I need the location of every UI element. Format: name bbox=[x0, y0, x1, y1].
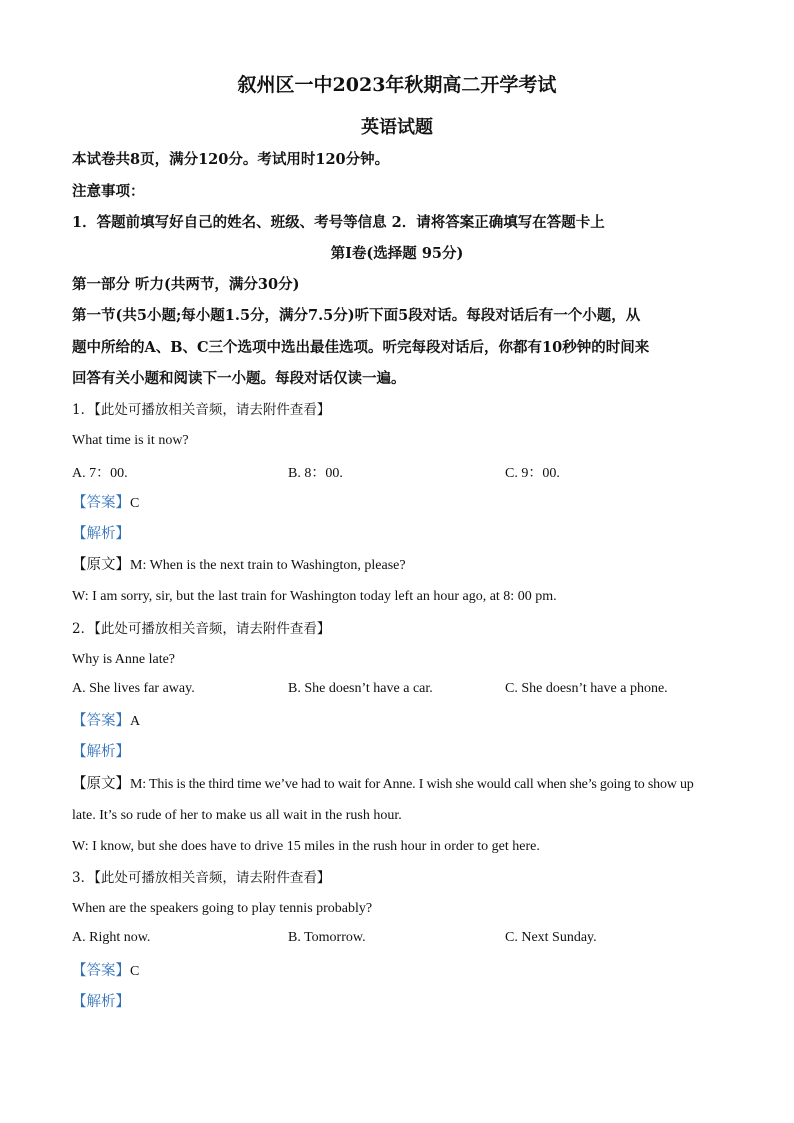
section-instruction-line-1: 第一节(共5小题;每小题1.5分，满分7.5分)听下面5段对话。每段对话后有一个小题，从 bbox=[72, 307, 641, 324]
question-text: What time is it now? bbox=[72, 433, 189, 448]
answer-value: C bbox=[130, 496, 140, 511]
option-b: B. She doesn’t have a car. bbox=[288, 681, 433, 696]
transcript-line: 【原文】M: When is the next train to Washington, please? bbox=[72, 557, 406, 573]
audio-note: 2．【此处可播放相关音频，请去附件查看】 bbox=[72, 621, 331, 637]
option-b: B. Tomorrow. bbox=[288, 930, 366, 945]
original-label: 【原文】 bbox=[72, 776, 130, 792]
notes-line: 1．答题前填写好自己的姓名、班级、考号等信息 2．请将答案正确填写在答题卡上 bbox=[72, 214, 605, 231]
option-c: C. 9：00. bbox=[505, 466, 560, 481]
answer-label: 【答案】 bbox=[72, 963, 130, 979]
answer-value: C bbox=[130, 964, 140, 979]
transcript-line: W: I know, but she does have to drive 15 miles in the rush hour in order to get here. bbox=[72, 839, 540, 854]
answer-row bbox=[72, 711, 140, 732]
notes-label: 注意事项： bbox=[72, 183, 145, 200]
question-text: When are the speakers going to play tennis probably? bbox=[72, 901, 373, 916]
analysis-label: 【解析】 bbox=[72, 994, 130, 1010]
transcript-line: late. It’s so rude of her to make us all wait in the rush hour. bbox=[72, 808, 402, 823]
option-c: C. She doesn’t have a phone. bbox=[505, 681, 668, 696]
audio-note: 3．【此处可播放相关音频，请去附件查看】 bbox=[72, 870, 331, 886]
analysis-label: 【解析】 bbox=[72, 526, 130, 542]
transcript-line: W: I am sorry, sir, but the last train for Washington today left an hour ago, at 8: 00 pm. bbox=[72, 589, 557, 604]
answer-label: 【答案】 bbox=[72, 713, 130, 729]
volume-heading: 第I卷(选择题 95分) bbox=[330, 245, 464, 262]
option-a: A. Right now. bbox=[72, 930, 151, 945]
answer-row bbox=[72, 493, 139, 514]
transcript-line: 【原文】M: This is the third time we’ve had to wait for Anne. I wish she would call when she’s going to show up bbox=[72, 776, 694, 792]
answer-label: 【答案】 bbox=[72, 495, 130, 511]
exam-info: 本试卷共8页，满分120分。考试用时120分钟。 bbox=[72, 151, 390, 168]
answer-row bbox=[72, 961, 139, 982]
option-a: A. She lives far away. bbox=[72, 681, 195, 696]
audio-note: 1．【此处可播放相关音频，请去附件查看】 bbox=[72, 402, 331, 418]
exam-subtitle: 英语试题 bbox=[361, 117, 433, 138]
part-heading: 第一部分 听力(共两节，满分30分) bbox=[72, 276, 300, 293]
section-instruction-line-2: 题中所给的A、B、C三个选项中选出最佳选项。听完每段对话后，你都有10秒钟的时间来 bbox=[72, 339, 650, 356]
option-b: B. 8：00. bbox=[288, 466, 343, 481]
question-text: Why is Anne late? bbox=[72, 652, 176, 667]
exam-title: 叙州区一中2023年秋期高二开学考试 bbox=[237, 74, 557, 96]
option-c: C. Next Sunday. bbox=[505, 930, 597, 945]
answer-value: A bbox=[130, 714, 141, 729]
original-label: 【原文】 bbox=[72, 557, 130, 573]
analysis-label: 【解析】 bbox=[72, 744, 130, 760]
option-a: A. 7：00. bbox=[72, 466, 128, 481]
section-instruction-line-3: 回答有关小题和阅读下一小题。每段对话仅读一遍。 bbox=[72, 370, 406, 387]
